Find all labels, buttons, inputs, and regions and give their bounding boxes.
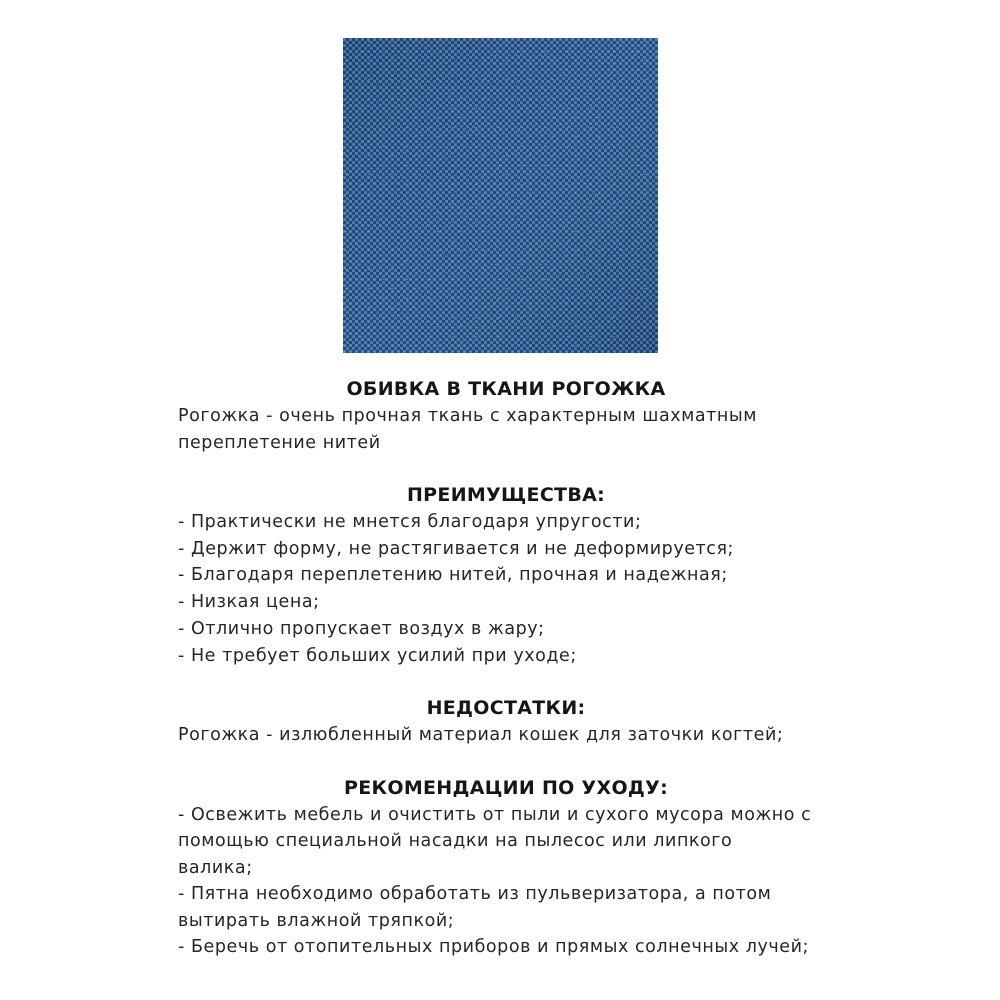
fabric-swatch-icon xyxy=(343,38,658,353)
advantages-list xyxy=(178,509,858,669)
disadvantages-description xyxy=(178,722,858,749)
care-line: помощью специальной насадки на пылесос или липкого xyxy=(178,831,733,852)
advantage-item: - Низкая цена; xyxy=(178,592,320,613)
care-line: - Беречь от отопительных приборов и прямых солнечных лучей; xyxy=(178,937,809,958)
disadvantages-heading: НЕДОСТАТКИ: xyxy=(426,697,586,720)
disadvantage-line: Рогожка - излюбленный материал кошек для заточки когтей; xyxy=(178,725,784,746)
fabric-swatch-image xyxy=(343,38,658,353)
care-description xyxy=(178,802,858,961)
care-heading: РЕКОМЕНДАЦИИ ПО УХОДУ: xyxy=(344,776,668,799)
upholstery-heading: ОБИВКА В ТКАНИ РОГОЖКА xyxy=(346,378,666,400)
care-line: валика; xyxy=(178,857,253,878)
upholstery-description xyxy=(178,403,858,456)
advantage-item: - Отлично пропускает воздух в жару; xyxy=(178,618,545,639)
description-block xyxy=(178,376,858,961)
care-line: - Освежить мебель и очистить от пыли и сухого мусора можно с xyxy=(178,804,812,825)
advantage-item: - Держит форму, не растягивается и не деформируется; xyxy=(178,538,735,559)
upholstery-line: Рогожка - очень прочная ткань с характерным шахматным xyxy=(178,406,758,426)
advantage-item: - Не требует больших усилий при уходе; xyxy=(178,645,577,666)
care-line: вытирать влажной тряпкой; xyxy=(178,910,455,931)
advantage-item: - Благодаря переплетению нитей, прочная и надежная; xyxy=(178,565,728,586)
upholstery-line: переплетение нитей xyxy=(178,432,381,453)
care-line: - Пятна необходимо обработать из пульверизатора, а потом xyxy=(178,884,772,905)
advantage-item: - Практически не мнется благодаря упругости; xyxy=(178,512,642,532)
advantages-heading: ПРЕИМУЩЕСТВА: xyxy=(406,484,606,506)
